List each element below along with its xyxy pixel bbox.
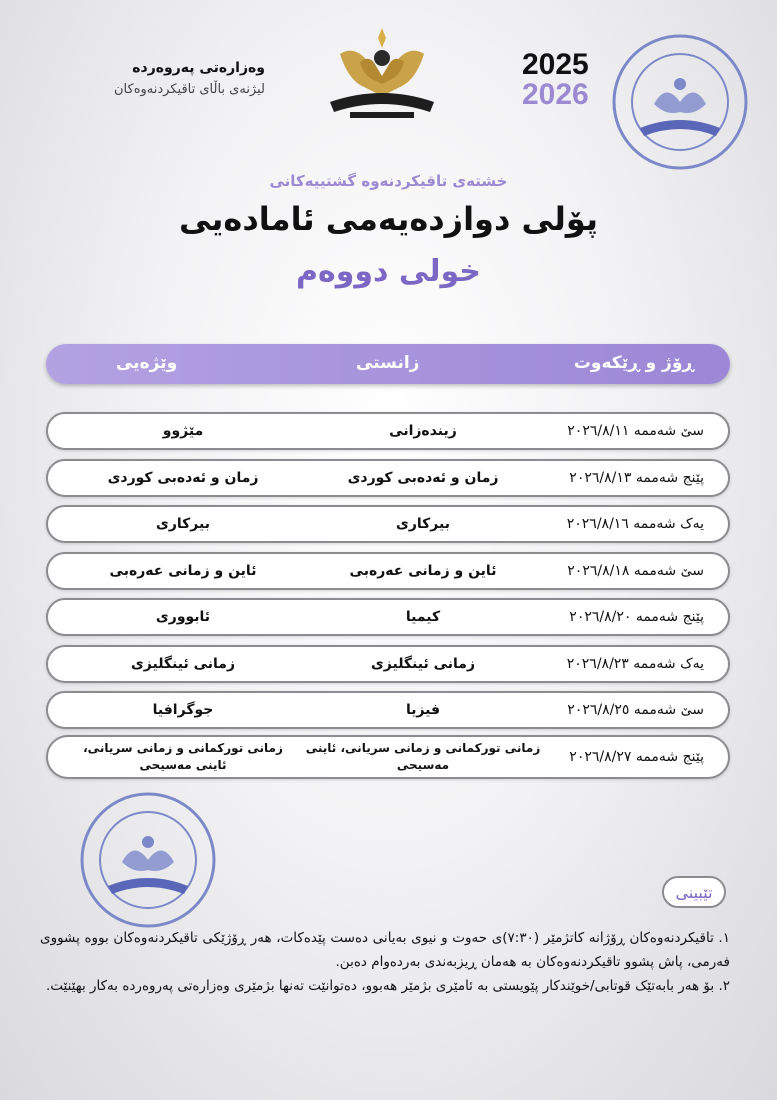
vocational-subject: زمانی ئینگلیزی <box>130 656 236 672</box>
exam-date: یەک شەممە ٢٠٢٦/٨/١٦ <box>566 516 704 532</box>
table-header <box>46 344 730 384</box>
column-vocational: وێژەیی <box>116 353 178 373</box>
table-row <box>46 691 730 729</box>
vocational-subject: جوگرافیا <box>152 702 214 718</box>
exam-date: پێنج شەممە ٢٠٢٦/٨/١٣ <box>569 470 704 486</box>
vocational-subject: مێژوو <box>162 423 204 439</box>
general-subject: بیرکاری <box>396 516 450 532</box>
general-subject: کیمیا <box>405 609 441 625</box>
table-row <box>46 735 730 779</box>
page-title: پۆلی دوازدەیەمی ئامادەیی <box>179 200 598 238</box>
kurdistan-eagle-emblem-icon <box>320 24 444 124</box>
schedule-subtitle: خشتەی تاقیکردنەوە گشتییەکانی <box>269 172 508 190</box>
column-general: زانستی <box>356 353 420 373</box>
committee-name: لیژنەی باڵای تاقیکردنەوەکان <box>114 82 265 97</box>
general-subject: ئاین و زمانی عەرەبی <box>349 563 497 579</box>
table-row <box>46 505 730 543</box>
table-row <box>46 598 730 636</box>
year-end: 2026 <box>522 78 589 111</box>
ministry-seal-stamp-icon <box>610 32 750 172</box>
exam-date: پێنج شەممە ٢٠٢٦/٨/٢٧ <box>569 749 704 765</box>
table-row <box>46 552 730 590</box>
general-subject: زمانی ئینگلیزی <box>370 656 476 672</box>
exam-date: یەک شەممە ٢٠٢٦/٨/٢٣ <box>566 656 704 672</box>
table-row <box>46 645 730 683</box>
ministry-name: وەزارەتی پەروەردە <box>132 60 265 76</box>
column-date: ڕۆژ و ڕێکەوت <box>573 353 694 373</box>
academic-year <box>522 50 589 110</box>
general-subject: زمانی تورکمانی و زمانی سریانی، ئاینی مەسیحی <box>305 741 541 772</box>
exam-date: سێ شەممە ٢٠٢٦/٨/١٨ <box>567 563 704 579</box>
note-item: ٢. بۆ هەر بابەتێک قوتابی/خوێندکار پێویستی بە ئامێری بژمێر هەبوو، دەتوانێت تەنها بژمێری وەزارەتی پەروەردە بەکار بهێنێت. <box>45 978 730 994</box>
vocational-subject: ئاین و زمانی عەرەبی <box>109 563 257 579</box>
table-row <box>46 412 730 450</box>
exam-date: سێ شەممە ٢٠٢٦/٨/١١ <box>567 423 704 439</box>
ministry-block <box>114 60 265 97</box>
vocational-subject: بیرکاری <box>156 516 210 532</box>
general-subject: زیندەزانی <box>389 423 457 439</box>
exam-date: سێ شەممە ٢٠٢٦/٨/٢٥ <box>567 702 704 718</box>
notes-label: تێبینی <box>662 876 726 908</box>
vocational-subject: زمان و ئەدەبی کوردی <box>107 470 259 486</box>
round-label: خولی دووەم <box>296 254 481 289</box>
table-row <box>46 459 730 497</box>
notes-section <box>40 926 730 998</box>
general-subject: زمان و ئەدەبی کوردی <box>347 470 499 486</box>
vocational-subject: ئابووری <box>155 609 211 625</box>
ministry-seal-stamp-icon <box>78 790 218 930</box>
note-item: ١. تاقیکردنەوەکان ڕۆژانە کاتژمێر (٧:٣٠)ی حەوت و نیوی بەیانی دەست پێدەکات، هەر ڕۆژێکی تاقیکردنەوەکان بووە پشووی فەرمی، پاش پشوو تاقیکردنەوەکان بە هەمان ڕیزبەندی بەردەوام دەبن. <box>40 930 730 970</box>
exam-date: پێنج شەممە ٢٠٢٦/٨/٢٠ <box>569 609 704 625</box>
year-start: 2025 <box>522 48 589 81</box>
general-subject: فیزیا <box>405 702 441 718</box>
vocational-subject: زمانی تورکمانی و زمانی سریانی، ئاینی مەسیحی <box>83 741 283 772</box>
